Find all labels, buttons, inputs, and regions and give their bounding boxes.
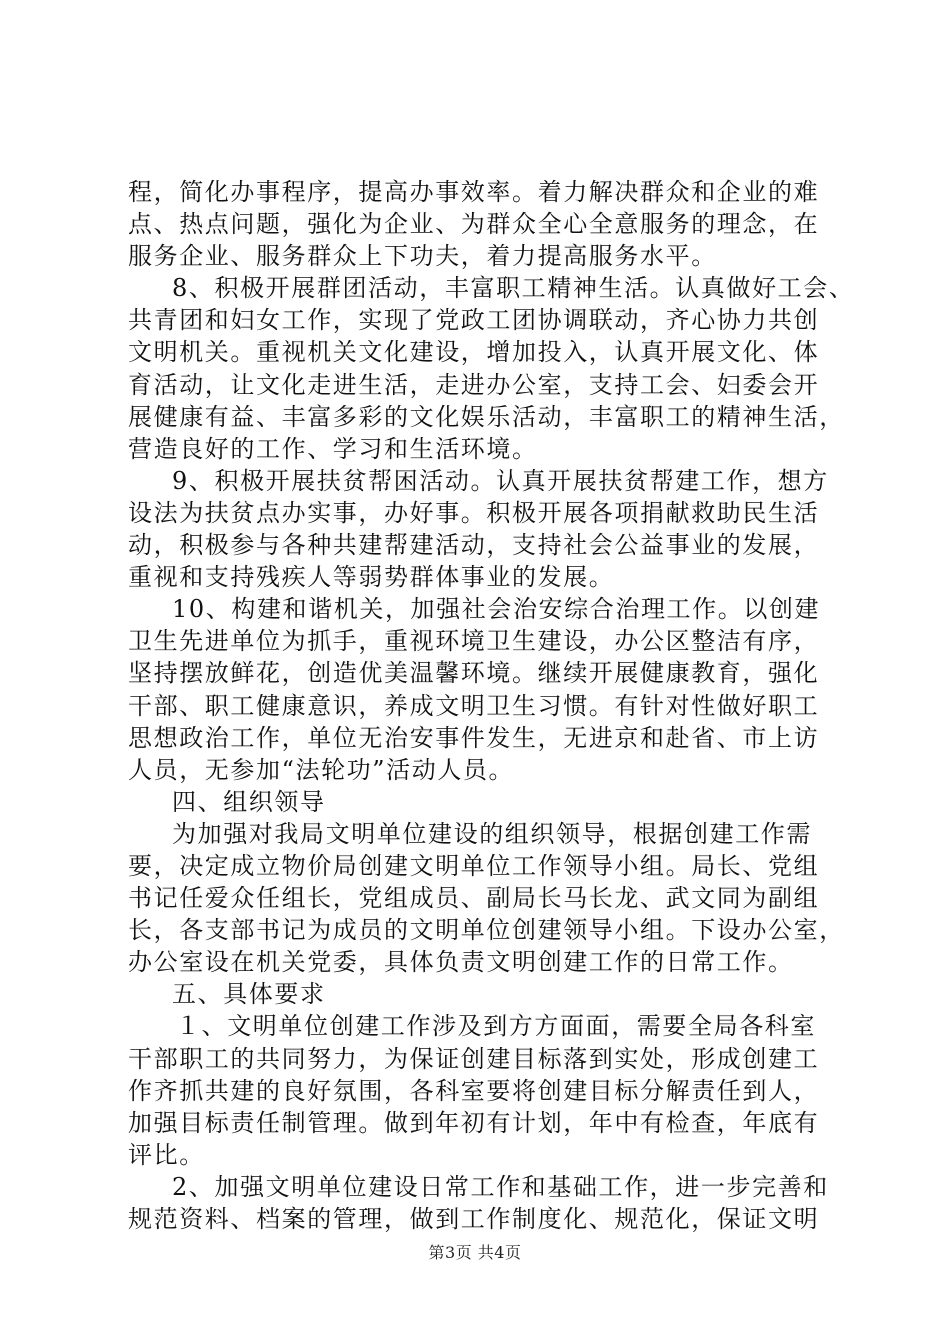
text-line: 展健康有益、丰富多彩的文化娱乐活动，丰富职工的精神生活，	[128, 402, 845, 431]
paragraph-start-line: 为加强对我局文明单位建设的组织领导，根据创建工作需	[172, 819, 812, 848]
page-number-footer: 第3页 共4页	[428, 1243, 522, 1262]
text-line: 规范资料、档案的管理，做到工作制度化、规范化，保证文明	[128, 1205, 820, 1233]
paragraph-start-line: 2、加强文明单位建设日常工作和基础工作，进一步完善和	[172, 1172, 829, 1201]
text-line: 文明机关。重视机关文化建设，增加投入，认真开展文化、体	[128, 338, 820, 367]
text-line: 作齐抓共建的良好氛围，各科室要将创建目标分解责任到人，	[128, 1076, 820, 1105]
text-line: 加强目标责任制管理。做到年初有计划，年中有检查，年底有	[128, 1108, 820, 1137]
text-line: 共青团和妇女工作，实现了党政工团协调联动，齐心协力共创	[128, 306, 820, 335]
text-line: 点、热点问题，强化为企业、为群众全心全意服务的理念，在	[128, 210, 820, 239]
section-heading: 四、组织领导	[172, 787, 326, 816]
text-line: 思想政治工作，单位无治安事件发生，无进京和赴省、市上访	[128, 723, 820, 752]
text-line: 人员，无参加“法轮功”活动人员。	[128, 755, 515, 784]
paragraph-start-line: 8、积极开展群团活动，丰富职工精神生活。认真做好工会、	[172, 274, 855, 303]
text-line: 营造良好的工作、学习和生活环境。	[128, 434, 538, 463]
text-line: 育活动，让文化走进生活，走进办公室，支持工会、妇委会开	[128, 370, 820, 399]
text-line: 程，简化办事程序，提高办事效率。着力解决群众和企业的难	[128, 178, 820, 206]
text-line: 干部、职工健康意识，养成文明卫生习惯。有针对性做好职工	[128, 691, 820, 720]
body-text	[128, 176, 855, 1235]
text-line: 长，各支部书记为成员的文明单位创建领导小组。下设办公室，	[128, 916, 845, 945]
text-line: 卫生先进单位为抓手，重视环境卫生建设，办公区整洁有序，	[128, 627, 820, 656]
text-line: 干部职工的共同努力，为保证创建目标落到实处，形成创建工	[128, 1044, 820, 1073]
text-line: 办公室设在机关党委，具体负责文明创建工作的日常工作。	[128, 948, 794, 977]
paragraph-start-line: 10、构建和谐机关，加强社会治安综合治理工作。以创建	[172, 595, 821, 624]
text-line: 重视和支持残疾人等弱势群体事业的发展。	[128, 563, 615, 592]
paragraph-start-line: １、文明单位创建工作涉及到方方面面，需要全局各科室	[176, 1012, 816, 1041]
text-line: 书记任爱众任组长，党组成员、副局长马长龙、武文同为副组	[128, 884, 820, 913]
text-line: 坚持摆放鲜花，创造优美温馨环境。继续开展健康教育，强化	[128, 659, 820, 688]
text-line: 动，积极参与各种共建帮建活动，支持社会公益事业的发展，	[128, 531, 820, 560]
text-line: 服务企业、服务群众上下功夫，着力提高服务水平。	[128, 242, 717, 271]
section-heading: 五、具体要求	[172, 980, 326, 1009]
text-line: 设法为扶贫点办实事，办好事。积极开展各项捐献救助民生活	[128, 498, 820, 527]
text-line: 评比。	[128, 1140, 205, 1169]
text-line: 要，决定成立物价局创建文明单位工作领导小组。局长、党组	[128, 851, 820, 880]
paragraph-start-line: 9、积极开展扶贫帮困活动。认真开展扶贫帮建工作，想方	[172, 466, 829, 495]
